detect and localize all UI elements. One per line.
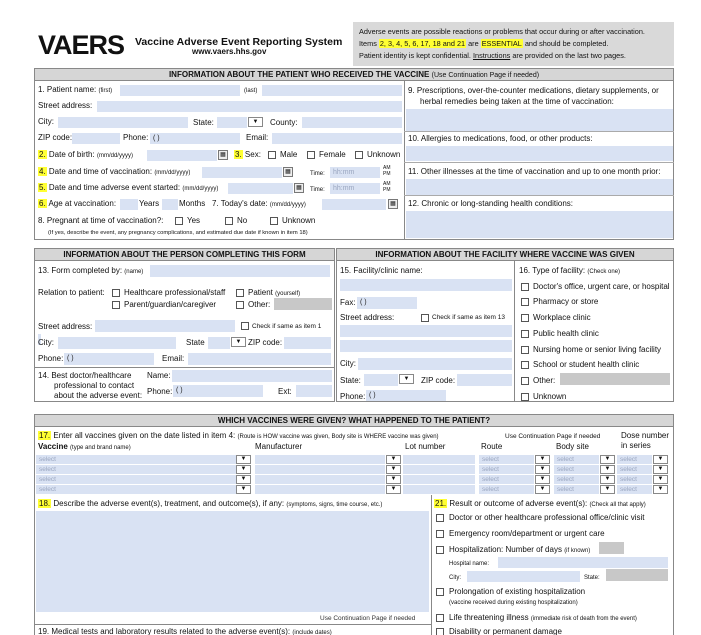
facility-type-checkbox[interactable] [521,330,529,338]
chevron-down-icon[interactable]: ▼ [386,475,401,484]
vaccine-select[interactable]: select [36,475,236,484]
hospital-name-label: Hospital name: [449,561,490,567]
dose-header: Dose number [621,431,670,440]
facility-type-label: Doctor's office, urgent care, or hospital [533,282,670,291]
state-label: State [186,338,205,347]
outcome-life-threatening-checkbox[interactable] [436,614,444,622]
adverse-event-textarea[interactable] [36,511,429,612]
male-label: Male [280,150,298,159]
parent-label: Parent/guardian/caregiver [124,300,217,309]
hcp-label: Healthcare professional/staff [124,288,226,297]
state-dropdown-icon[interactable]: ▼ [231,337,246,347]
chevron-down-icon[interactable]: ▼ [535,485,550,494]
q14-label-3: about the adverse event: [54,391,143,400]
same-as-item13-label: Check if same as item 13 [432,314,505,321]
chevron-down-icon[interactable]: ▼ [600,465,615,474]
vax-date-input[interactable] [202,167,282,178]
facility-type-label: Pharmacy or store [533,297,599,306]
person-section-heading: INFORMATION ABOUT THE PERSON COMPLETING THIS FORM [35,249,334,261]
person-state-select[interactable] [208,337,230,349]
facility-type-checkbox[interactable] [521,393,529,401]
pregnant-yes-checkbox[interactable] [175,217,183,225]
facility-type-label: Unknown [533,392,567,401]
time-label: Time: [310,187,325,193]
col-manufacturer-header: Manufacturer [255,442,303,451]
chevron-down-icon[interactable]: ▼ [236,465,251,474]
manufacturer-select[interactable] [255,485,385,494]
patient-name-label: 1. Patient name: (first) [38,85,113,94]
chevron-down-icon[interactable]: ▼ [653,455,668,464]
zip-input[interactable] [72,133,120,144]
route-select[interactable]: select [479,465,534,474]
sex-female-checkbox[interactable] [307,151,315,159]
body-site-select[interactable]: select [554,455,599,464]
city-label: City: [38,338,54,347]
essential-label: ESSENTIAL [481,39,522,48]
calendar-icon[interactable]: ▦ [294,183,304,193]
email-label: Email: [246,133,269,142]
street-label: Street address: [38,322,93,331]
other-facility-input[interactable] [560,373,670,385]
ae-time-input[interactable]: hh:mm [330,183,380,194]
age-label: 6. Age at vaccination: [39,199,117,208]
person-zip-input[interactable] [284,337,331,349]
manufacturer-select[interactable] [255,455,385,464]
phone-label: Phone: [38,354,64,363]
notice-line1: Adverse events are possible reactions or problems that occur during or after vaccination. [359,27,645,36]
first-name-input[interactable] [120,85,240,96]
facility-city-input[interactable] [358,358,512,370]
county-label: County: [270,118,298,127]
chevron-down-icon[interactable]: ▼ [535,475,550,484]
last-label: (last) [244,88,258,94]
illnesses-textarea[interactable] [406,179,673,195]
doctor-phone-input[interactable]: ( ) [173,385,263,397]
completed-by-input[interactable] [150,265,330,277]
col-lot-header: Lot number [405,442,446,451]
header-notice [353,22,674,66]
other-relation-input[interactable] [274,298,332,310]
lot-number-input[interactable] [403,455,475,464]
calendar-icon[interactable]: ▦ [218,150,228,160]
facility-type-label: Other: [533,376,556,385]
ampm-toggle[interactable]: AM PM [383,165,391,177]
zip-label: ZIP code: [421,376,456,385]
patient-section-heading: INFORMATION ABOUT THE PATIENT WHO RECEIVED THE VACCINE (Use Continuation Page if needed) [35,69,673,81]
continuation-note: Use Continuation Page if needed [505,433,601,440]
facility-type-label: School or student health clinic [533,360,640,369]
col-route-header: Route [481,442,503,451]
vaers-url: www.vaers.hhs.gov [192,47,267,56]
sex-unknown-checkbox[interactable] [355,151,363,159]
unknown-label: Unknown [282,216,316,225]
pregnant-label: 8. Pregnant at time of vaccination?: [38,216,164,225]
q18-label: 18. Describe the adverse event(s), treatment, and outcome(s), if any: (symptoms, signs, time course, etc.) [39,499,383,508]
street-label: Street address: [340,313,395,322]
relation-other-checkbox[interactable] [236,301,244,309]
hospital-city-input[interactable] [467,571,580,582]
q9-label: 9. Prescriptions, over-the-counter medications, dietary supplements, or [408,86,659,95]
vax-date-label: 4. Date and time of vaccination: (mm/dd/yyyy) [39,167,191,176]
facility-street-input-2[interactable] [340,340,512,352]
outcome-label: Hospitalization: Number of days (if known) [449,545,591,554]
dob-label: 2. Date of birth: (mm/dd/yyyy) [39,150,133,159]
no-label: No [237,216,248,225]
facility-state-select[interactable] [364,374,398,386]
facility-zip-input[interactable] [457,374,512,386]
zip-label: ZIP code: [248,338,283,347]
q13-label: 13. Form completed by: (name) [38,266,144,275]
outcome-prolongation-checkbox[interactable] [436,588,444,596]
same-as-item1-checkbox[interactable] [241,322,249,330]
lot-number-input[interactable] [403,485,475,494]
route-select[interactable]: select [479,475,534,484]
facility-section-heading: INFORMATION ABOUT THE FACILITY WHERE VACCINE WAS GIVEN [337,249,673,261]
county-input[interactable] [302,117,402,128]
q12-label: 12. Chronic or long-standing health conditions: [408,199,573,208]
outcome-office-visit-checkbox[interactable] [436,514,444,522]
pregnant-note: (If yes, describe the event, any pregnancy complications, and estimated due date if known in item 18) [48,230,308,236]
outcome-label: Disability or permanent damage [449,627,562,635]
essential-items: 2, 3, 4, 5, 6, 17, 18 and 21 [379,39,466,48]
form-title: Vaccine Adverse Event Reporting System [135,36,343,48]
q21-label: 21. Result or outcome of adverse event(s): (Check all that apply) [435,499,646,508]
sex-label: 3. Sex: [235,150,261,159]
outcome-label: Prolongation of existing hospitalization [449,587,586,596]
outcome-disability-checkbox[interactable] [436,628,444,635]
outcome-er-checkbox[interactable] [436,530,444,538]
hospital-state-label: State: [584,575,600,581]
person-email-input[interactable] [188,353,331,365]
q19-label: 19. Medical tests and laboratory results related to the adverse event(s): (include dates) [38,627,332,635]
patient-self-label: Patient (yourself) [248,288,301,297]
vaccine-select[interactable]: select [36,465,236,474]
sex-male-checkbox[interactable] [268,151,276,159]
chevron-down-icon[interactable]: ▼ [600,475,615,484]
relation-hcp-checkbox[interactable] [112,289,120,297]
years-label: Years [139,199,160,208]
q9-label-2: herbal remedies being taken at the time of vaccination: [420,97,614,106]
facility-type-checkbox[interactable] [521,314,529,322]
lot-number-input[interactable] [403,475,475,484]
chevron-down-icon[interactable]: ▼ [386,485,401,494]
notice-line2: Items 2, 3, 4, 5, 6, 17, 18 and 21 are ESSENTIAL and should be completed. [359,39,609,48]
city-input[interactable] [58,117,188,128]
manufacturer-select[interactable] [255,475,385,484]
medications-textarea[interactable] [406,109,673,131]
q15-label: 15. Facility/clinic name: [340,266,423,275]
q18-continuation-note: Use Continuation Page if needed [320,615,416,622]
hospital-days-input[interactable] [599,542,624,554]
q14-label-2: professional to contact [54,381,135,390]
facility-type-label: Workplace clinic [533,313,591,322]
vax-time-input[interactable]: hh:mm [330,167,380,178]
facility-type-checkbox[interactable] [521,377,529,385]
body-site-select[interactable]: select [554,485,599,494]
calendar-icon[interactable]: ▦ [388,199,398,209]
same-as-item1-label: Check if same as item 1 [252,323,322,330]
ae-date-label: 5. Date and time adverse event started: (mm/dd/yyyy) [39,183,219,192]
allergies-textarea[interactable] [406,146,673,161]
female-label: Female [319,150,346,159]
dose-select[interactable]: select [617,465,652,474]
notice-line3: Patient identity is kept confidential. Instructions are provided on the last two pages. [359,51,626,60]
outcome-note: (vaccine received during existing hospitalization) [449,600,578,606]
state-label: State: [340,376,361,385]
chevron-down-icon[interactable]: ▼ [386,455,401,464]
q10-label: 10. Allergies to medications, food, or other products: [408,134,593,143]
chevron-down-icon[interactable]: ▼ [653,485,668,494]
dose-header-2: in series [621,441,651,450]
chevron-down-icon[interactable]: ▼ [386,465,401,474]
phone-label: Phone: [340,392,366,401]
fax-label: Fax: [340,298,356,307]
unknown-label: Unknown [367,150,401,159]
route-select[interactable]: select [479,455,534,464]
state-dropdown-icon[interactable]: ▼ [399,374,414,384]
chevron-down-icon[interactable]: ▼ [236,475,251,484]
person-street-input[interactable] [95,320,235,332]
route-select[interactable]: select [479,485,534,494]
time-label: Time: [310,171,325,177]
relation-label: Relation to patient: [38,288,105,297]
facility-type-checkbox[interactable] [521,346,529,354]
vaccines-section-heading: WHICH VACCINES WERE GIVEN? WHAT HAPPENED TO THE PATIENT? [35,415,673,427]
facility-phone-input[interactable]: ( ) [366,390,446,401]
state-dropdown-icon[interactable]: ▼ [248,117,263,127]
city-label: City: [340,359,356,368]
pregnant-unknown-checkbox[interactable] [270,217,278,225]
facility-name-input[interactable] [340,279,512,291]
facility-type-checkbox[interactable] [521,361,529,369]
person-city-input[interactable] [58,337,176,349]
dob-input[interactable] [147,150,217,161]
today-label: 7. Today's date: (mm/dd/yyyy) [212,199,306,208]
ext-label: Ext: [278,387,292,396]
person-phone-input[interactable]: ( ) [64,353,154,365]
hospital-state-input[interactable] [606,569,668,581]
manufacturer-select[interactable] [255,465,385,474]
phone-label: Phone: [147,387,173,396]
ae-date-input[interactable] [228,183,293,194]
chevron-down-icon[interactable]: ▼ [236,485,251,494]
chevron-down-icon[interactable]: ▼ [600,455,615,464]
pregnant-no-checkbox[interactable] [225,217,233,225]
state-label: State: [193,118,214,127]
facility-type-label: Public health clinic [533,329,599,338]
chevron-down-icon[interactable]: ▼ [600,485,615,494]
facility-type-checkbox[interactable] [521,298,529,306]
vaers-logo: VAERS [38,30,125,60]
same-as-item13-checkbox[interactable] [421,314,429,322]
outcome-label: Doctor or other healthcare professional office/clinic visit [449,513,645,522]
facility-type-checkbox[interactable] [521,283,529,291]
chronic-textarea[interactable] [406,211,673,238]
yes-label: Yes [187,216,201,225]
street-input[interactable] [97,101,402,112]
dose-select[interactable]: select [617,485,652,494]
chevron-down-icon[interactable]: ▼ [535,465,550,474]
city-label: City: [38,117,54,126]
ampm-toggle[interactable]: AM PM [383,181,391,193]
age-months-input[interactable] [162,199,178,210]
q17-label: 17. Enter all vaccines given on the date listed in item 4: (Route is HOW vaccine was given, Body site is WHERE vaccine was given) [39,431,439,440]
outcome-label: Emergency room/department or urgent care [449,529,605,538]
outcome-hospitalization-checkbox[interactable] [436,546,444,554]
hospital-name-input[interactable] [498,557,668,568]
email-label: Email: [162,354,185,363]
q11-label: 11. Other illnesses at the time of vaccination and up to one month prior: [408,167,661,176]
age-years-input[interactable] [120,199,138,210]
vaccine-select[interactable]: select [36,485,236,494]
col-site-header: Body site [556,442,589,451]
months-label: Months [179,199,206,208]
facility-type-label: Nursing home or senior living facility [533,345,662,354]
q16-label: 16. Type of facility: (Check one) [519,266,621,275]
hospital-city-label: City: [449,575,461,581]
state-select[interactable] [217,117,247,128]
doctor-ext-input[interactable] [296,385,332,397]
chevron-down-icon[interactable]: ▼ [535,455,550,464]
name-label: Name: [147,371,171,380]
vaccine-select[interactable]: select [36,455,236,464]
last-name-input[interactable] [262,85,402,96]
chevron-down-icon[interactable]: ▼ [653,465,668,474]
email-input[interactable] [272,133,402,144]
body-site-select[interactable]: select [554,465,599,474]
facility-street-input[interactable] [340,325,512,337]
chevron-down-icon[interactable]: ▼ [653,475,668,484]
instructions-link[interactable]: Instructions [472,51,511,60]
lot-number-input[interactable] [403,465,475,474]
doctor-name-input[interactable] [172,370,332,382]
body-site-select[interactable]: select [554,475,599,484]
phone-label: Phone: [123,133,149,142]
relation-patient-checkbox[interactable] [236,289,244,297]
chevron-down-icon[interactable]: ▼ [236,455,251,464]
fax-input[interactable]: ( ) [357,297,417,309]
q14-label: 14. Best doctor/healthcare [38,371,132,380]
dose-select[interactable]: select [617,455,652,464]
outcome-label: Life threatening illness (immediate risk of death from the event) [449,613,637,622]
today-input[interactable] [322,199,386,210]
calendar-icon[interactable]: ▦ [283,167,293,177]
phone-input[interactable]: ( ) [150,133,240,144]
zip-label: ZIP code: [38,133,73,142]
other-label: Other: [248,300,271,309]
street-label: Street address: [38,101,93,110]
relation-parent-checkbox[interactable] [112,301,120,309]
col-vaccine-header: Vaccine (type and brand name) [38,442,131,451]
dose-select[interactable]: select [617,475,652,484]
